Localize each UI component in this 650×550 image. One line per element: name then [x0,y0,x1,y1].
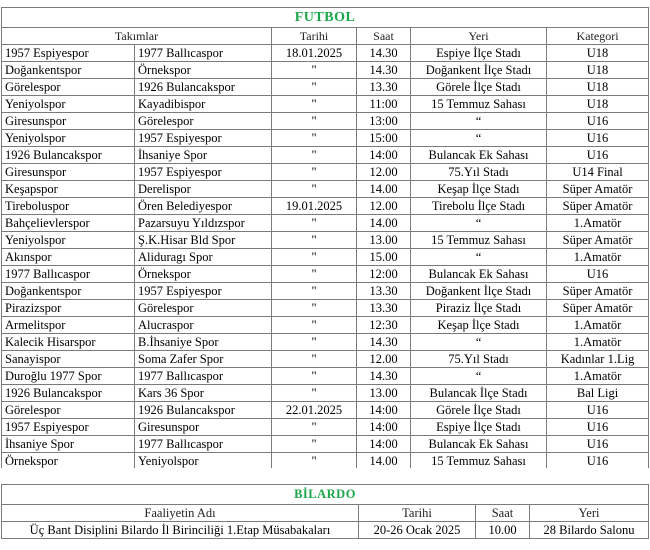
match-date: " [272,147,357,164]
billiards-header-row [2,505,649,522]
away-team: Ş.K.Hisar Bld Spor [135,232,272,249]
match-time: 13.30 [357,300,411,317]
away-team: Kayadibispor [135,96,272,113]
home-team: 1977 Ballıcaspor [2,266,135,283]
home-team: Yeniyolspor [2,130,135,147]
match-date: " [272,453,357,470]
match-venue: Piraziz İlçe Stadı [411,300,547,317]
table-row [2,317,649,334]
activity-time: 10.00 [476,522,530,539]
match-time: 14:00 [357,419,411,436]
match-time: 14.00 [357,181,411,198]
header-activity: Faaliyetin Adı [2,505,359,522]
match-date: " [272,368,357,385]
match-time: 14.30 [357,334,411,351]
away-team: Derelispor [135,181,272,198]
match-category: Süper Amatör [547,283,649,300]
match-venue: 75.Yıl Stadı [411,351,547,368]
match-date: " [272,351,357,368]
table-row [2,198,649,215]
header-teams: Takımlar [2,28,272,45]
match-date: " [272,96,357,113]
match-time: 15:00 [357,130,411,147]
match-category: U16 [547,419,649,436]
table-row [2,300,649,317]
home-team: Keşapspor [2,181,135,198]
home-team: 1926 Bulancakspor [2,147,135,164]
match-venue: “ [411,334,547,351]
home-team: Giresunspor [2,164,135,181]
match-venue: “ [411,113,547,130]
table-row [2,62,649,79]
match-time: 15.00 [357,249,411,266]
away-team: Aliduragı Spor [135,249,272,266]
away-team: 1926 Bulancakspor [135,79,272,96]
home-team: Duroğlu 1977 Spor [2,368,135,385]
home-team: Görelespor [2,402,135,419]
match-venue: Bulancak Ek Sahası [411,266,547,283]
match-time: 14:00 [357,402,411,419]
home-team: Yeniyolspor [2,96,135,113]
match-venue: Tirebolu İlçe Stadı [411,198,547,215]
match-date: " [272,113,357,130]
table-row [2,181,649,198]
home-team: Akınspor [2,249,135,266]
match-date: " [272,249,357,266]
table-row [2,79,649,96]
match-date: " [272,419,357,436]
away-team: Görelespor [135,113,272,130]
match-date: " [272,164,357,181]
activity-date: 20-26 Ocak 2025 [359,522,476,539]
match-venue: Doğankent İlçe Stadı [411,283,547,300]
match-category: U18 [547,62,649,79]
away-team: Örnekspor [135,266,272,283]
match-venue: “ [411,249,547,266]
home-team: 1957 Espiyespor [2,419,135,436]
match-time: 13:00 [357,113,411,130]
table-row [2,249,649,266]
match-venue: Görele İlçe Stadı [411,402,547,419]
billiards-title: BİLARDO [2,485,649,505]
match-category: U16 [547,402,649,419]
match-venue: Espiye İlçe Stadı [411,45,547,62]
match-category: 1.Amatör [547,215,649,232]
match-category: U16 [547,147,649,164]
away-team: Alucraspor [135,317,272,334]
match-date: " [272,300,357,317]
match-date: " [272,232,357,249]
away-team: Yeniyolspor [135,453,272,470]
match-category: Süper Amatör [547,300,649,317]
match-venue: Bulancak İlçe Stadı [411,385,547,402]
away-team: 1957 Espiyespor [135,130,272,147]
match-category: U18 [547,96,649,113]
match-date: " [272,266,357,283]
table-row [2,113,649,130]
home-team: Örnekspor [2,453,135,470]
match-date: " [272,317,357,334]
table-row [2,402,649,419]
billiards-schedule-table [1,484,649,539]
match-date: " [272,436,357,453]
table-row [2,45,649,62]
home-team: Bahçelievlerspor [2,215,135,232]
match-time: 12.00 [357,351,411,368]
table-row [2,419,649,436]
football-title: FUTBOL [2,8,649,28]
match-time: 14.00 [357,453,411,470]
match-date: 19.01.2025 [272,198,357,215]
match-date: " [272,385,357,402]
away-team: Giresunspor [135,419,272,436]
match-category: Süper Amatör [547,181,649,198]
activity-venue: 28 Bilardo Salonu [530,522,649,539]
away-team: Ören Belediyespor [135,198,272,215]
match-category: U16 [547,130,649,147]
away-team: 1926 Bulancakspor [135,402,272,419]
match-venue: Espiye İlçe Stadı [411,419,547,436]
away-team: İhsaniye Spor [135,147,272,164]
home-team: Görelespor [2,79,135,96]
home-team: Doğankentspor [2,283,135,300]
match-category: U16 [547,453,649,470]
home-team: Kalecik Hisarspor [2,334,135,351]
home-team: Sanayispor [2,351,135,368]
away-team: 1977 Ballıcaspor [135,368,272,385]
match-venue: 75.Yıl Stadı [411,164,547,181]
match-category: 1.Amatör [547,334,649,351]
match-time: 13.00 [357,232,411,249]
match-category: U14 Final [547,164,649,181]
table-row [2,453,649,470]
away-team: Kars 36 Spor [135,385,272,402]
header-category: Kategori [547,28,649,45]
match-date: " [272,283,357,300]
match-venue: 15 Temmuz Sahası [411,232,547,249]
away-team: B.İhsaniye Spor [135,334,272,351]
away-team: 1957 Espiyespor [135,283,272,300]
match-category: Süper Amatör [547,232,649,249]
header-venue: Yeri [411,28,547,45]
match-time: 11:00 [357,96,411,113]
table-row [2,368,649,385]
home-team: 1926 Bulancakspor [2,385,135,402]
match-category: 1.Amatör [547,368,649,385]
away-team: 1977 Ballıcaspor [135,436,272,453]
header-time: Saat [476,505,530,522]
match-time: 12:30 [357,317,411,334]
match-category: U18 [547,79,649,96]
home-team: Pirazizspor [2,300,135,317]
match-venue: 15 Temmuz Sahası [411,453,547,470]
match-category: U16 [547,266,649,283]
table-row [2,266,649,283]
table-row [2,130,649,147]
table-row [2,436,649,453]
match-time: 12:00 [357,266,411,283]
match-venue: Bulancak Ek Sahası [411,147,547,164]
match-venue: “ [411,215,547,232]
match-date: " [272,334,357,351]
billiards-title-row [2,485,649,505]
match-venue: Keşap İlçe Stadı [411,181,547,198]
away-team: Görelespor [135,300,272,317]
match-time: 14.30 [357,368,411,385]
activity-name: Üç Bant Disiplini Bilardo İl Birinciliği 1.Etap Müsabakaları [2,522,359,539]
away-team: Soma Zafer Spor [135,351,272,368]
table-row [2,351,649,368]
header-time: Saat [357,28,411,45]
table-row [2,147,649,164]
match-venue: “ [411,130,547,147]
match-time: 14.00 [357,215,411,232]
header-date: Tarihi [272,28,357,45]
football-header-row [2,28,649,45]
match-time: 13.30 [357,79,411,96]
match-category: Kadınlar 1.Lig [547,351,649,368]
match-date: 18.01.2025 [272,45,357,62]
match-category: U16 [547,113,649,130]
match-time: 13.00 [357,385,411,402]
match-date: " [272,181,357,198]
match-category: Bal Ligi [547,385,649,402]
match-time: 14:00 [357,147,411,164]
match-time: 14:00 [357,436,411,453]
football-title-row [2,8,649,28]
home-team: Tireboluspor [2,198,135,215]
match-time: 13.30 [357,283,411,300]
match-time: 12.00 [357,198,411,215]
match-time: 12.00 [357,164,411,181]
match-date: " [272,62,357,79]
home-team: Doğankentspor [2,62,135,79]
table-row [2,215,649,232]
football-schedule-table [1,7,649,470]
match-date: " [272,130,357,147]
header-venue: Yeri [530,505,649,522]
match-venue: Görele İlçe Stadı [411,79,547,96]
table-row [2,96,649,113]
home-team: Armelitspor [2,317,135,334]
away-team: Örnekspor [135,62,272,79]
match-venue: Doğankent İlçe Stadı [411,62,547,79]
match-category: Süper Amatör [547,198,649,215]
home-team: Yeniyolspor [2,232,135,249]
match-time: 14.30 [357,45,411,62]
match-category: U16 [547,436,649,453]
home-team: 1957 Espiyespor [2,45,135,62]
header-date: Tarihi [359,505,476,522]
table-row [2,164,649,181]
home-team: İhsaniye Spor [2,436,135,453]
table-row [2,283,649,300]
table-row [2,522,649,539]
match-category: 1.Amatör [547,317,649,334]
match-time: 14.30 [357,62,411,79]
match-date: " [272,215,357,232]
away-team: 1977 Ballıcaspor [135,45,272,62]
away-team: Pazarsuyu Yıldızspor [135,215,272,232]
table-row [2,385,649,402]
match-date: 22.01.2025 [272,402,357,419]
match-venue: “ [411,368,547,385]
match-date: " [272,79,357,96]
match-venue: Keşap İlçe Stadı [411,317,547,334]
match-venue: 15 Temmuz Sahası [411,96,547,113]
home-team: Giresunspor [2,113,135,130]
match-category: 1.Amatör [547,249,649,266]
table-row [2,232,649,249]
away-team: 1957 Espiyespor [135,164,272,181]
match-category: U18 [547,45,649,62]
match-venue: Bulancak Ek Sahası [411,436,547,453]
table-row [2,334,649,351]
